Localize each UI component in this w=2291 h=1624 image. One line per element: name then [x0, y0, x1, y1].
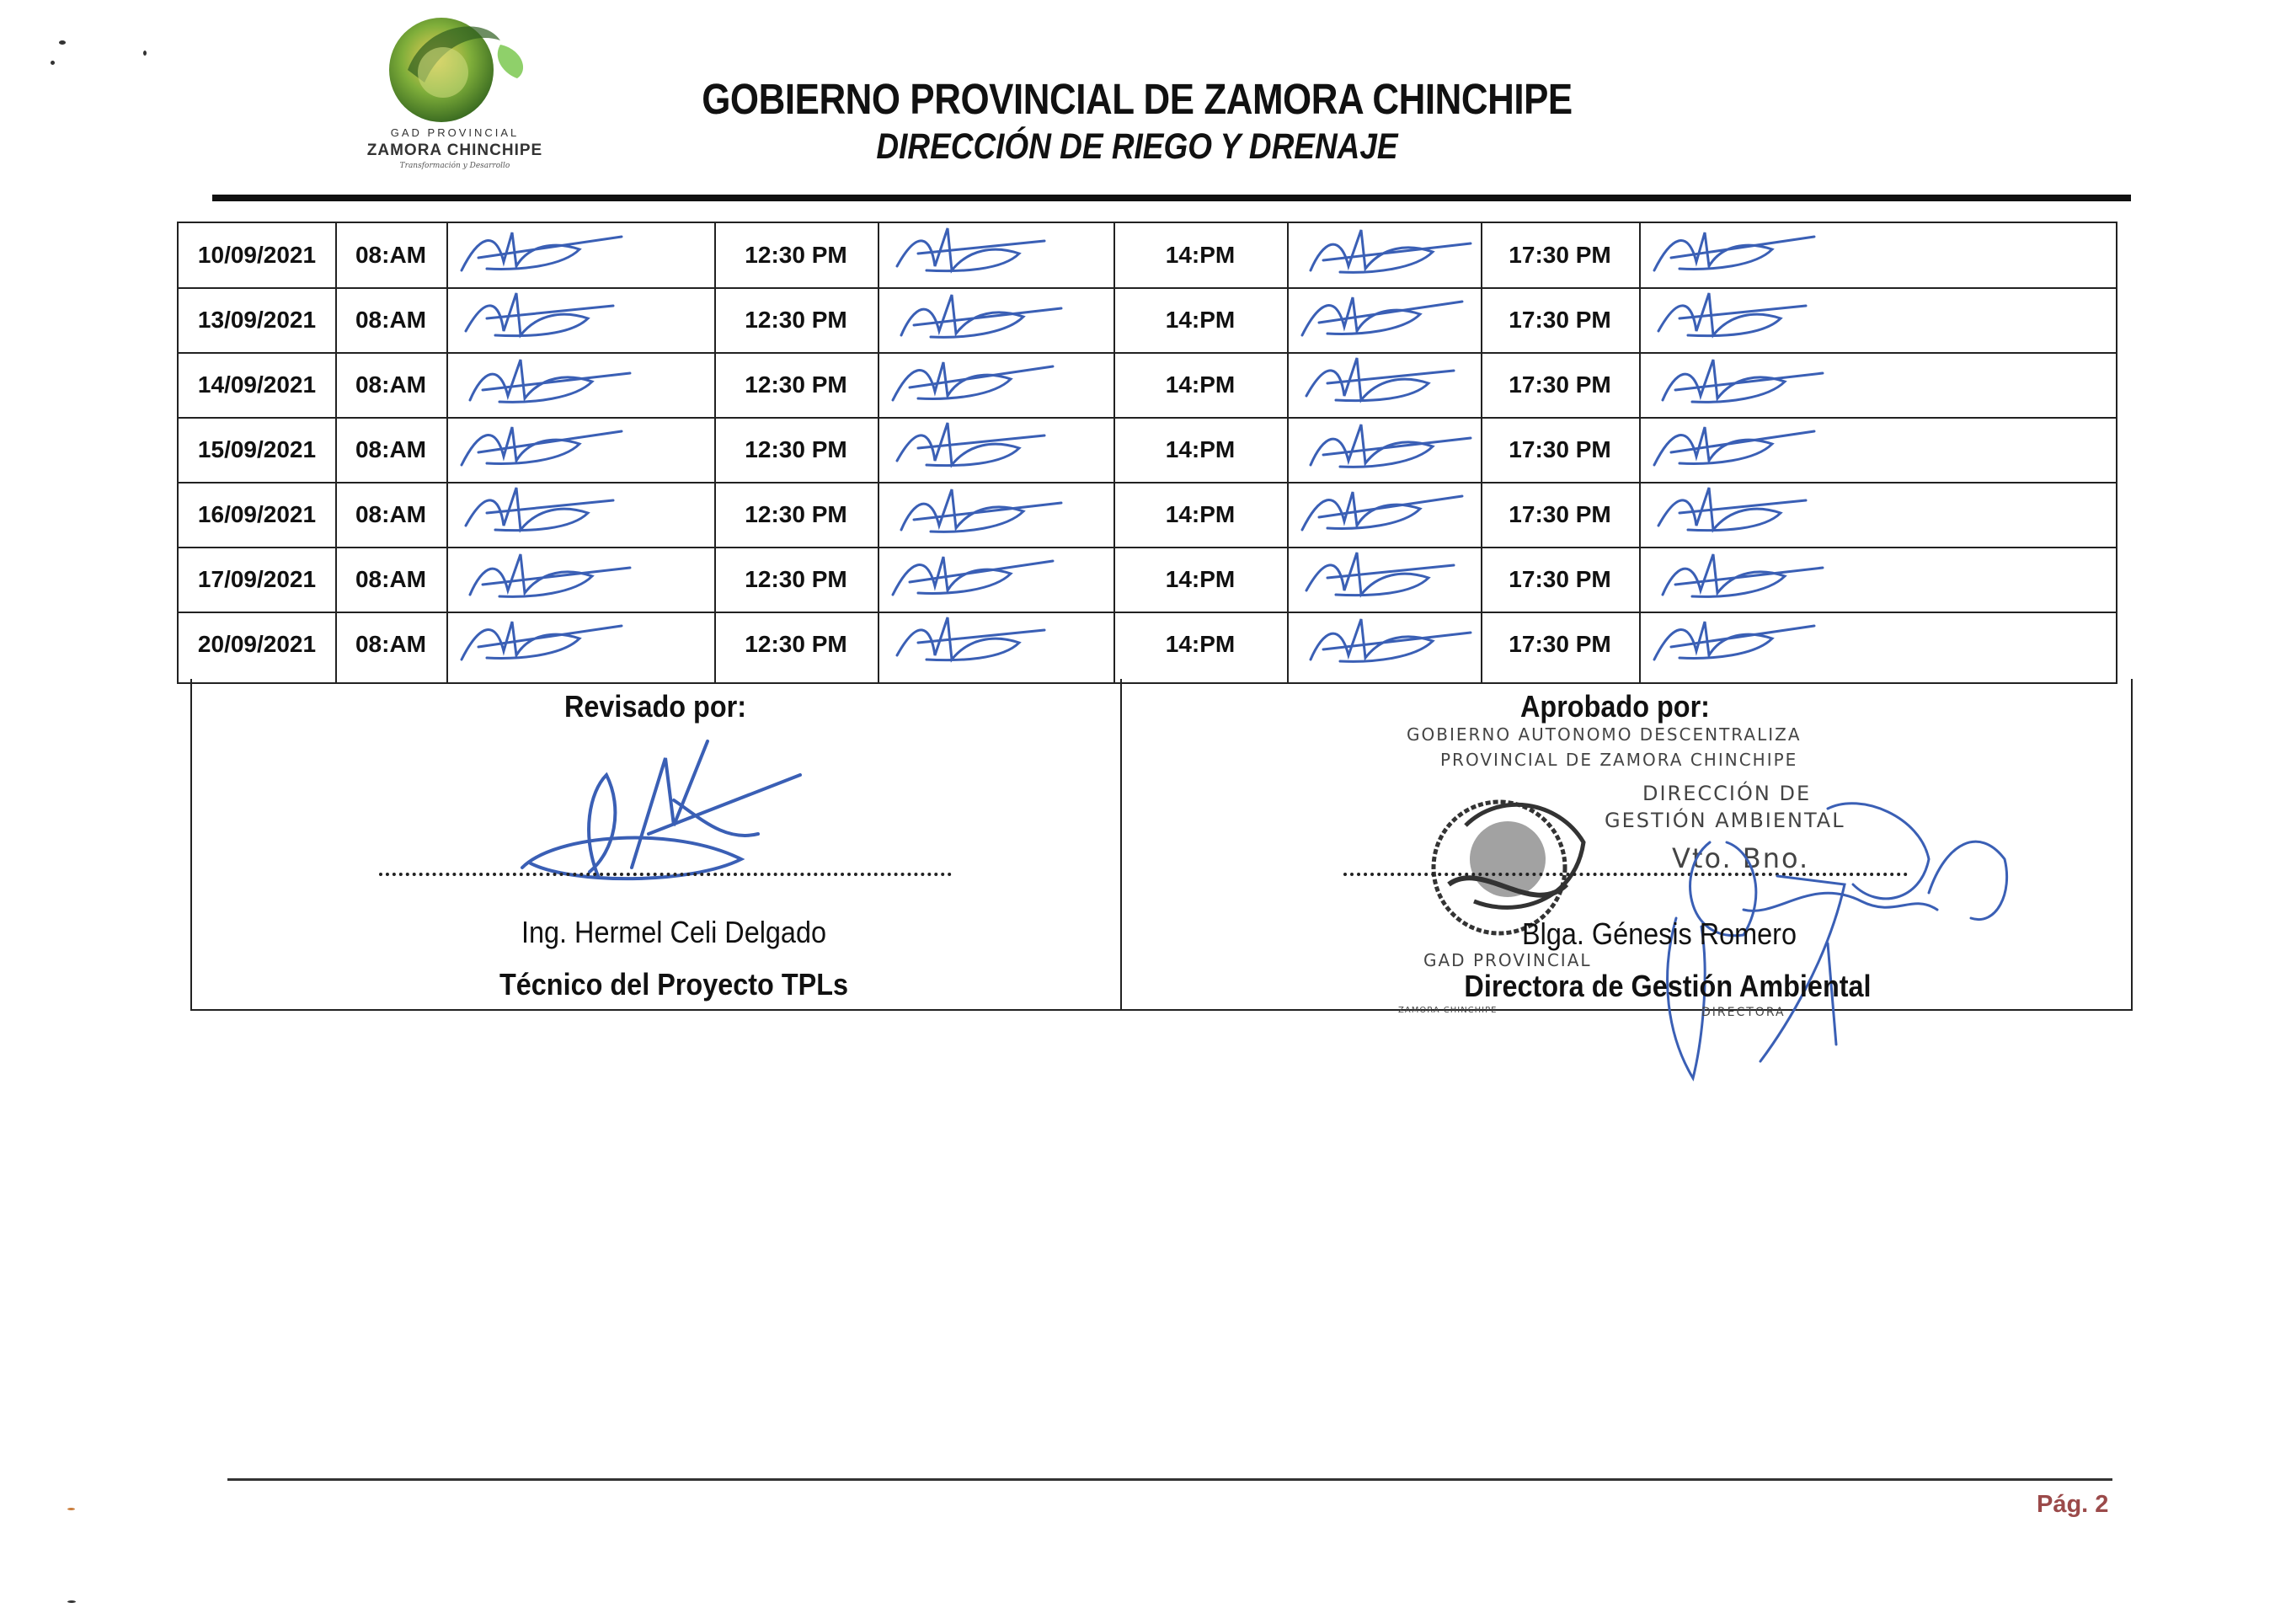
- cell-time-noon: 12:30 PM: [745, 631, 847, 657]
- cell-time-noon: 12:30 PM: [745, 371, 847, 398]
- cell-date: 13/09/2021: [197, 307, 317, 333]
- logo-text-line2: ZAMORA CHINCHIPE: [366, 142, 543, 159]
- scan-speck: [51, 61, 55, 65]
- cell-time-evening: 17:30 PM: [1509, 307, 1611, 333]
- cell-time-afternoon: 14:PM: [1165, 501, 1236, 527]
- page-number: Pág. 2: [2037, 1491, 2109, 1518]
- cell-time-evening: 17:30 PM: [1509, 371, 1611, 398]
- table-column-divider: [1481, 223, 1482, 682]
- table-column-divider: [1113, 223, 1115, 682]
- reviewer-signature: [505, 724, 809, 893]
- table-column-divider: [878, 223, 879, 682]
- cell-time-noon: 12:30 PM: [745, 566, 847, 592]
- stamp-line-7: ZAMORA CHINCHIPE: [1398, 1006, 1498, 1015]
- cell-date: 15/09/2021: [197, 436, 317, 462]
- logo-text-line1: GAD PROVINCIAL: [390, 126, 520, 139]
- stamp-line-1: GOBIERNO AUTONOMO DESCENTRALIZA: [1407, 724, 1802, 745]
- cell-time-afternoon: 14:PM: [1165, 242, 1236, 268]
- cell-time-morning: 08:AM: [355, 307, 426, 333]
- cell-time-afternoon: 14:PM: [1165, 631, 1236, 657]
- logo-tagline: Transformación y Desarrollo: [399, 162, 510, 170]
- stamp-line-4: GESTIÓN AMBIENTAL: [1605, 809, 1845, 832]
- gad-logo: [362, 7, 547, 175]
- reviewed-by-label: Revisado por:: [564, 689, 747, 724]
- scan-speck: [59, 40, 66, 45]
- cell-date: 14/09/2021: [197, 371, 317, 398]
- stamp-line-6: GAD PROVINCIAL: [1423, 950, 1592, 970]
- approver-role: Directora de Gestión Ambiental: [1464, 969, 1872, 1003]
- cell-time-evening: 17:30 PM: [1509, 242, 1611, 268]
- cell-time-noon: 12:30 PM: [745, 307, 847, 333]
- cell-date: 17/09/2021: [197, 566, 317, 592]
- cell-time-evening: 17:30 PM: [1509, 436, 1611, 462]
- table-column-divider: [1287, 223, 1289, 682]
- scan-speck: [67, 1508, 75, 1510]
- table-column-divider: [714, 223, 716, 682]
- stamp-line-5: Vto. Bno.: [1672, 842, 1810, 874]
- approved-by-label: Aprobado por:: [1520, 689, 1710, 724]
- stamp-line-2: PROVINCIAL DE ZAMORA CHINCHIPE: [1440, 750, 1798, 770]
- cell-time-noon: 12:30 PM: [745, 436, 847, 462]
- cell-time-afternoon: 14:PM: [1165, 307, 1236, 333]
- stamp-line-8: DIRECTORA: [1701, 1006, 1786, 1019]
- reviewer-name: Ing. Hermel Celi Delgado: [521, 915, 826, 949]
- cell-time-noon: 12:30 PM: [745, 501, 847, 527]
- cell-time-afternoon: 14:PM: [1165, 371, 1236, 398]
- cell-time-morning: 08:AM: [355, 566, 426, 592]
- cell-time-afternoon: 14:PM: [1165, 436, 1236, 462]
- table-column-divider: [1639, 223, 1641, 682]
- table-column-divider: [335, 223, 337, 682]
- reviewer-signature-line: [379, 873, 952, 876]
- document-subtitle: DIRECCIÓN DE RIEGO Y DRENAJE: [876, 126, 1398, 167]
- approver-name: Blga. Génesis Romero: [1522, 916, 1797, 951]
- cell-time-morning: 08:AM: [355, 501, 426, 527]
- cell-date: 10/09/2021: [197, 242, 317, 268]
- cell-time-morning: 08:AM: [355, 436, 426, 462]
- cell-date: 16/09/2021: [197, 501, 317, 527]
- gad-logo-emblem-icon: [374, 7, 534, 133]
- document-title: GOBIERNO PROVINCIAL DE ZAMORA CHINCHIPE: [702, 75, 1573, 123]
- reviewer-role: Técnico del Proyecto TPLs: [499, 967, 849, 1002]
- cell-time-evening: 17:30 PM: [1509, 631, 1611, 657]
- cell-time-noon: 12:30 PM: [745, 242, 847, 268]
- cell-time-morning: 08:AM: [355, 242, 426, 268]
- cell-date: 20/09/2021: [197, 631, 317, 657]
- stamp-line-3: DIRECCIÓN DE: [1642, 782, 1812, 805]
- footer-divider: [227, 1478, 2112, 1481]
- cell-time-evening: 17:30 PM: [1509, 566, 1611, 592]
- attendance-table: [177, 222, 2117, 684]
- scan-speck: [67, 1600, 76, 1603]
- cell-time-afternoon: 14:PM: [1165, 566, 1236, 592]
- header-divider: [212, 195, 2131, 201]
- cell-time-evening: 17:30 PM: [1509, 501, 1611, 527]
- cell-time-morning: 08:AM: [355, 371, 426, 398]
- scan-speck: [143, 51, 147, 56]
- table-column-divider: [446, 223, 448, 682]
- signoff-divider: [1120, 679, 1122, 1009]
- cell-time-morning: 08:AM: [355, 631, 426, 657]
